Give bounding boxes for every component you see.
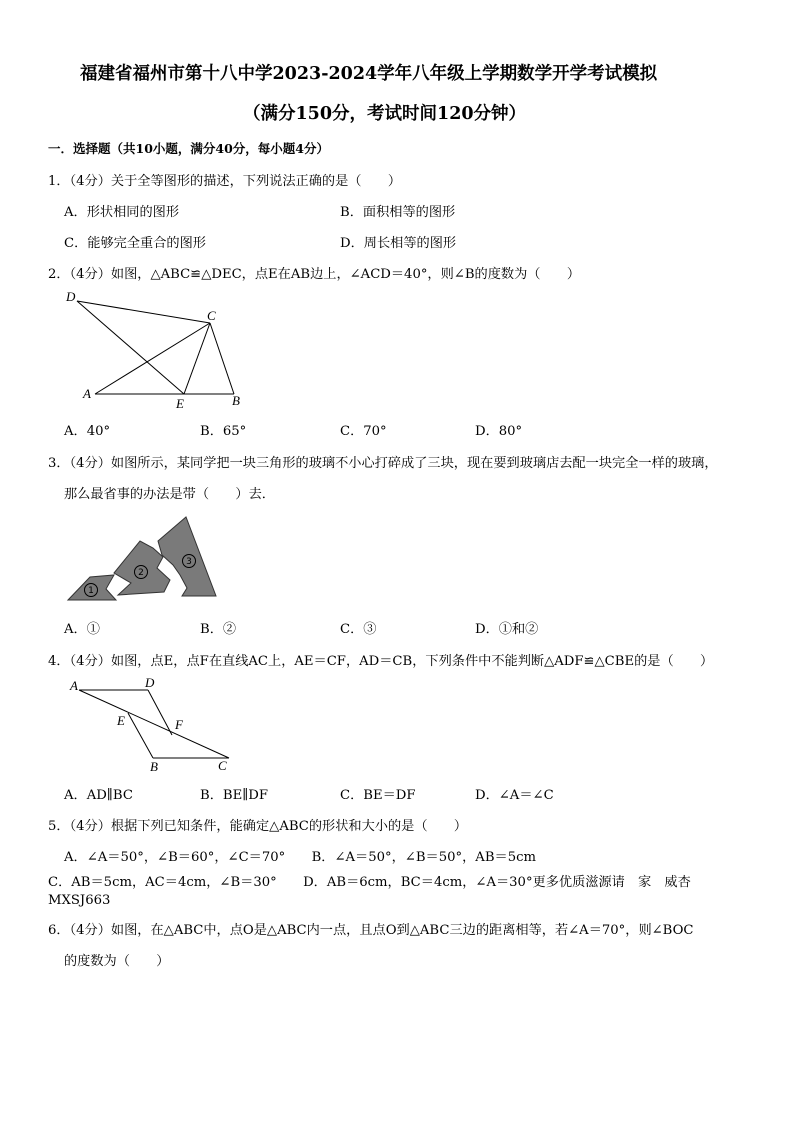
question-2-stem: 2．（4分）如图，△ABC≌△DEC，点E在AB边上，∠ACD＝40°，则∠B的度数为（ ）	[48, 267, 581, 282]
question-4-option-a: A．AD∥BC	[64, 788, 133, 803]
question-4-option-d: D．∠A＝∠C	[475, 788, 554, 803]
question-5-options-ab: A．∠A＝50°，∠B＝60°，∠C＝70° B．∠A＝50°，∠B＝50°，AB＝5cm	[64, 850, 536, 865]
svg-text:3: 3	[186, 557, 192, 567]
question-2-option-b: B．65°	[200, 424, 247, 439]
question-5-watermark-code: MXSJ663	[48, 893, 111, 908]
question-2-option-d: D．80°	[475, 424, 523, 439]
question-5-options-cd: C．AB＝5cm，AC＝4cm，∠B＝30° D．AB＝6cm，BC＝4cm，∠A＝30°更多优质滋源请 家 威杏	[48, 875, 691, 890]
question-3-option-c: C．③	[340, 622, 377, 637]
question-3-stem-line1: 3．（4分）如图所示，某同学把一块三角形的玻璃不小心打碎成了三块，现在要到玻璃店去配一块完全一样的玻璃，	[48, 456, 718, 471]
question-1-stem: 1．（4分）关于全等图形的描述，下列说法正确的是（ ）	[48, 174, 402, 189]
question-2-option-c: C．70°	[340, 424, 387, 439]
q2-label-D: D	[66, 289, 76, 304]
question-4-option-c: C．BE＝DF	[340, 788, 416, 803]
question-1-option-a: A．形状相同的图形	[64, 205, 180, 220]
question-6-stem-line1: 6．（4分）如图，在△ABC中，点O是△ABC内一点，且点O到△ABC三边的距离相等，若∠A＝70°，则∠BOC	[48, 923, 694, 938]
question-1-option-b: B．面积相等的图形	[340, 205, 456, 220]
question-2-option-a: A．40°	[64, 424, 111, 439]
question-3-option-d: D．①和②	[475, 622, 539, 637]
question-5-stem: 5．（4分）根据下列已知条件，能确定△ABC的形状和大小的是（ ）	[48, 819, 468, 834]
question-1-option-c: C．能够完全重合的图形	[64, 236, 206, 251]
question-3-option-b: B．②	[200, 622, 237, 637]
q4-label-F: F	[175, 717, 183, 732]
page-title: 福建省福州市第十八中学2023-2024学年八年级上学期数学开学考试模拟	[80, 64, 658, 84]
page-subtitle: （满分150分，考试时间120分钟）	[243, 104, 527, 124]
svg-text:1: 1	[88, 586, 94, 596]
question-4-stem: 4．（4分）如图，点E，点F在直线AC上，AE＝CF，AD＝CB，下列条件中不能判断△ADF≌△CBE的是（ ）	[48, 654, 714, 669]
question-3-option-a: A．①	[64, 622, 100, 637]
q2-label-E: E	[176, 396, 184, 411]
q2-label-C: C	[207, 308, 216, 323]
question-6-stem-line2: 的度数为（ ）	[64, 954, 170, 969]
svg-text:2: 2	[138, 568, 144, 578]
question-3-stem-line2: 那么最省事的办法是带（ ）去．	[64, 487, 275, 502]
question-1-option-d: D．周长相等的图形	[340, 236, 457, 251]
q4-label-B: B	[150, 759, 158, 774]
section-heading: 一．选择题（共10小题，满分40分，每小题4分）	[48, 141, 329, 156]
q2-label-B: B	[232, 393, 240, 408]
q4-label-D: D	[145, 675, 155, 690]
q4-label-A: A	[70, 678, 78, 693]
q2-label-A: A	[83, 386, 91, 401]
q4-label-E: E	[117, 713, 125, 728]
q4-label-C: C	[218, 758, 227, 773]
question-4-option-b: B．BE∥DF	[200, 788, 269, 803]
